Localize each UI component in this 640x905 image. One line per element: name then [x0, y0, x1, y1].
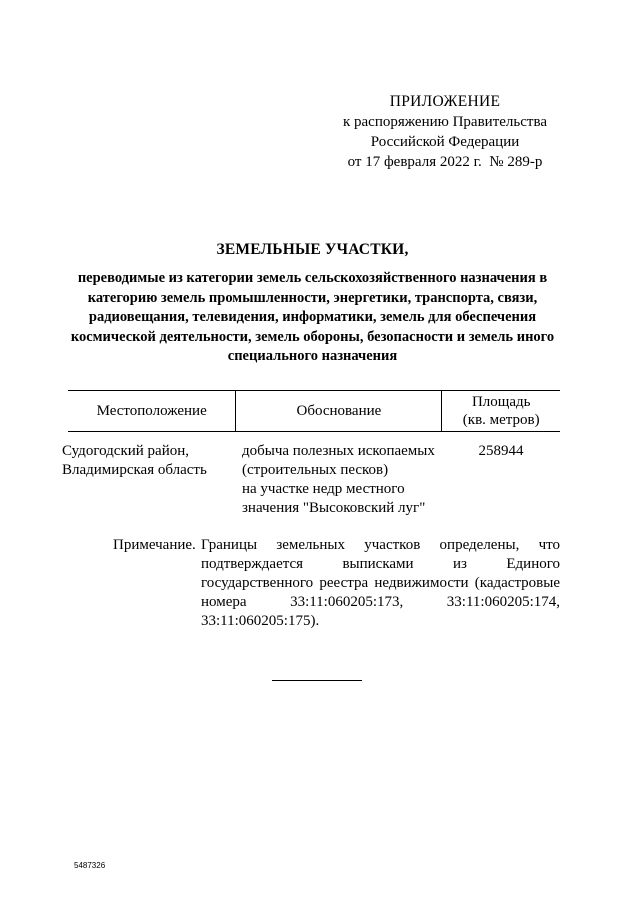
note-label: Примечание. — [113, 537, 196, 553]
appendix-line-2: Российской Федерации — [370, 134, 520, 150]
appendix-heading: ПРИЛОЖЕНИЕ — [389, 93, 501, 110]
document-title: ЗЕМЕЛЬНЫЕ УЧАСТКИ, — [216, 241, 409, 258]
appendix-block — [330, 92, 560, 172]
note-block — [113, 536, 560, 631]
appendix-line-3: от 17 февраля 2022 г. № 289-р — [347, 154, 543, 170]
document-title-block — [60, 241, 565, 367]
table-row — [62, 442, 560, 518]
table-header — [68, 390, 560, 432]
cell-basis: добыча полезных ископаемых (строительных песков) на участке недр местного значения "Высоковский луг" — [242, 443, 435, 516]
cell-area: 258944 — [478, 443, 524, 459]
document-id: 5487326 — [74, 861, 106, 870]
note-text: Границы земельных участков определены, что подтверждается выписками из Единого государственного реестра недвижимости (кадастровые номера 33:11:060205:173, 33:11:060205:174, 33:11:060205:175). — [201, 537, 560, 629]
appendix-line-1: к распоряжению Правительства — [342, 114, 547, 130]
header-basis: Обоснование — [235, 391, 442, 431]
header-location: Местоположение — [96, 403, 207, 419]
land-plots-table — [62, 390, 560, 518]
cell-location: Судогодский район, Владимирская область — [62, 443, 207, 478]
end-divider — [272, 680, 362, 681]
document-subtitle: переводимые из категории земель сельскохозяйственного назначения в категорию земель промышленности, энергетики, транспорта, связи, радиовещания, телевидения, информатики, земель для обеспечения космической деятельности, земель обороны, безопасности и земель иного специального назначения — [70, 270, 555, 364]
header-area: Площадь (кв. метров) — [462, 394, 540, 428]
